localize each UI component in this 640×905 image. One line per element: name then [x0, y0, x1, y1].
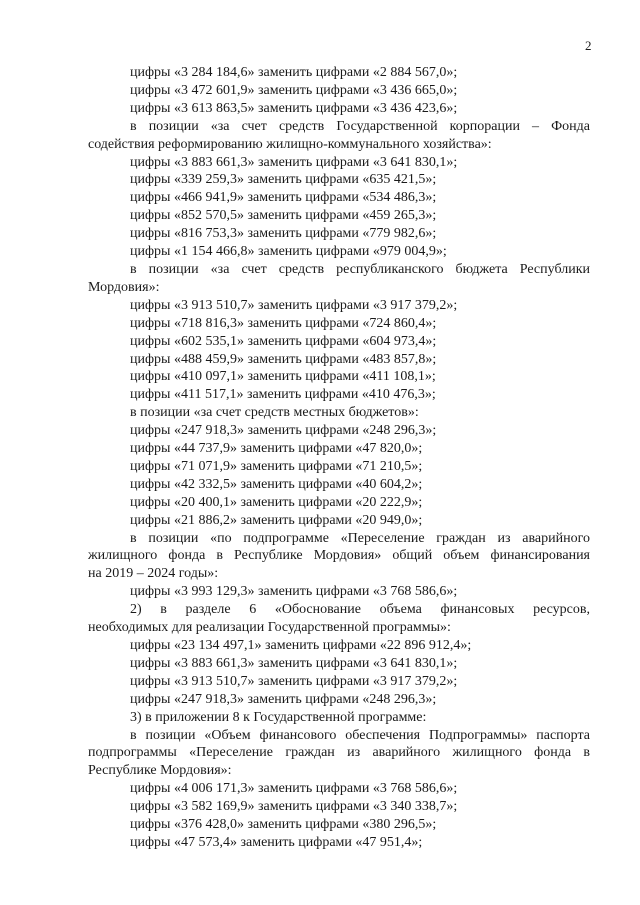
text-line: в позиции «за счет средств местных бюджетов»:: [130, 405, 419, 421]
text-line: цифры «3 472 601,9» заменить цифрами «3 436 665,0»;: [130, 82, 458, 98]
text-line: цифры «23 134 497,1» заменить цифрами «22 896 912,4»;: [130, 638, 472, 653]
text-line: цифры «1 154 466,8» заменить цифрами «979 004,9»;: [130, 244, 447, 260]
text-line: цифры «410 097,1» заменить цифрами «411 108,1»;: [130, 369, 436, 385]
text-line: содействия реформированию жилищно-коммунального хозяйства»:: [88, 136, 492, 152]
text-line: необходимых для реализации Государственной программы»:: [88, 620, 451, 636]
text-line: цифры «20 400,1» заменить цифрами «20 222,9»;: [130, 494, 423, 510]
text-line: цифры «3 582 169,9» заменить цифрами «3 340 338,7»;: [130, 799, 458, 815]
text-line: цифры «339 259,3» заменить цифрами «635 421,5»;: [130, 172, 437, 188]
text-line: цифры «852 570,5» заменить цифрами «459 265,3»;: [130, 208, 437, 224]
text-line: цифры «21 886,2» заменить цифрами «20 949,0»;: [130, 512, 423, 528]
text-line: цифры «247 918,3» заменить цифрами «248 296,3»;: [130, 423, 437, 439]
text-line: цифры «3 613 863,5» заменить цифрами «3 436 423,6»;: [130, 100, 458, 116]
text-line: в позиции «за счет средств республиканского бюджета Республики: [130, 261, 590, 277]
text-line: Республике Мордовия»:: [88, 763, 232, 779]
text-line: 2) в разделе 6 «Обоснование объема финансовых ресурсов,: [130, 602, 590, 618]
text-line: цифры «3 284 184,6» заменить цифрами «2 884 567,0»;: [130, 65, 458, 80]
text-line: цифры «3 913 510,7» заменить цифрами «3 917 379,2»;: [130, 297, 458, 313]
text-line: цифры «4 006 171,3» заменить цифрами «3 768 586,6»;: [130, 781, 458, 797]
text-line: цифры «466 941,9» заменить цифрами «534 486,3»;: [130, 190, 437, 206]
text-line: цифры «602 535,1» заменить цифрами «604 973,4»;: [130, 333, 437, 349]
document-body: [88, 64, 590, 852]
text-line: цифры «816 753,3» заменить цифрами «779 982,6»;: [130, 226, 437, 242]
text-line: в позиции «за счет средств Государственной корпорации – Фонда: [130, 118, 590, 134]
text-line: цифры «3 913 510,7» заменить цифрами «3 917 379,2»;: [130, 673, 458, 689]
text-line: подпрограммы «Переселение граждан из аварийного жилищного фонда в: [88, 745, 590, 761]
text-line: 3) в приложении 8 к Государственной программе:: [130, 709, 427, 725]
text-line: в позиции «Объем финансового обеспечения Подпрограммы» паспорта: [130, 727, 590, 743]
text-line: цифры «488 459,9» заменить цифрами «483 857,8»;: [130, 351, 437, 367]
text-line: цифры «247 918,3» заменить цифрами «248 296,3»;: [130, 691, 437, 707]
text-line: цифры «718 816,3» заменить цифрами «724 860,4»;: [130, 315, 437, 331]
text-line: цифры «44 737,9» заменить цифрами «47 820,0»;: [130, 441, 423, 457]
text-line: цифры «42 332,5» заменить цифрами «40 604,2»;: [130, 476, 423, 492]
text-line: цифры «376 428,0» заменить цифрами «380 296,5»;: [130, 817, 437, 833]
text-line: в позиции «по подпрограмме «Переселение граждан из аварийного: [130, 530, 590, 546]
text-line: цифры «3 883 661,3» заменить цифрами «3 641 830,1»;: [130, 154, 458, 170]
page-number: 2: [585, 38, 592, 53]
text-line: цифры «47 573,4» заменить цифрами «47 951,4»;: [130, 834, 423, 850]
text-line: цифры «411 517,1» заменить цифрами «410 476,3»;: [130, 387, 436, 403]
text-line: цифры «71 071,9» заменить цифрами «71 210,5»;: [130, 458, 423, 474]
text-line: Мордовия»:: [88, 279, 160, 295]
text-line: цифры «3 993 129,3» заменить цифрами «3 768 586,6»;: [130, 584, 458, 600]
text-line: на 2019 – 2024 годы»:: [88, 566, 219, 582]
text-line: цифры «3 883 661,3» заменить цифрами «3 641 830,1»;: [130, 655, 458, 671]
text-line: жилищного фонда в Республике Мордовия» общий объем финансирования: [88, 548, 590, 564]
